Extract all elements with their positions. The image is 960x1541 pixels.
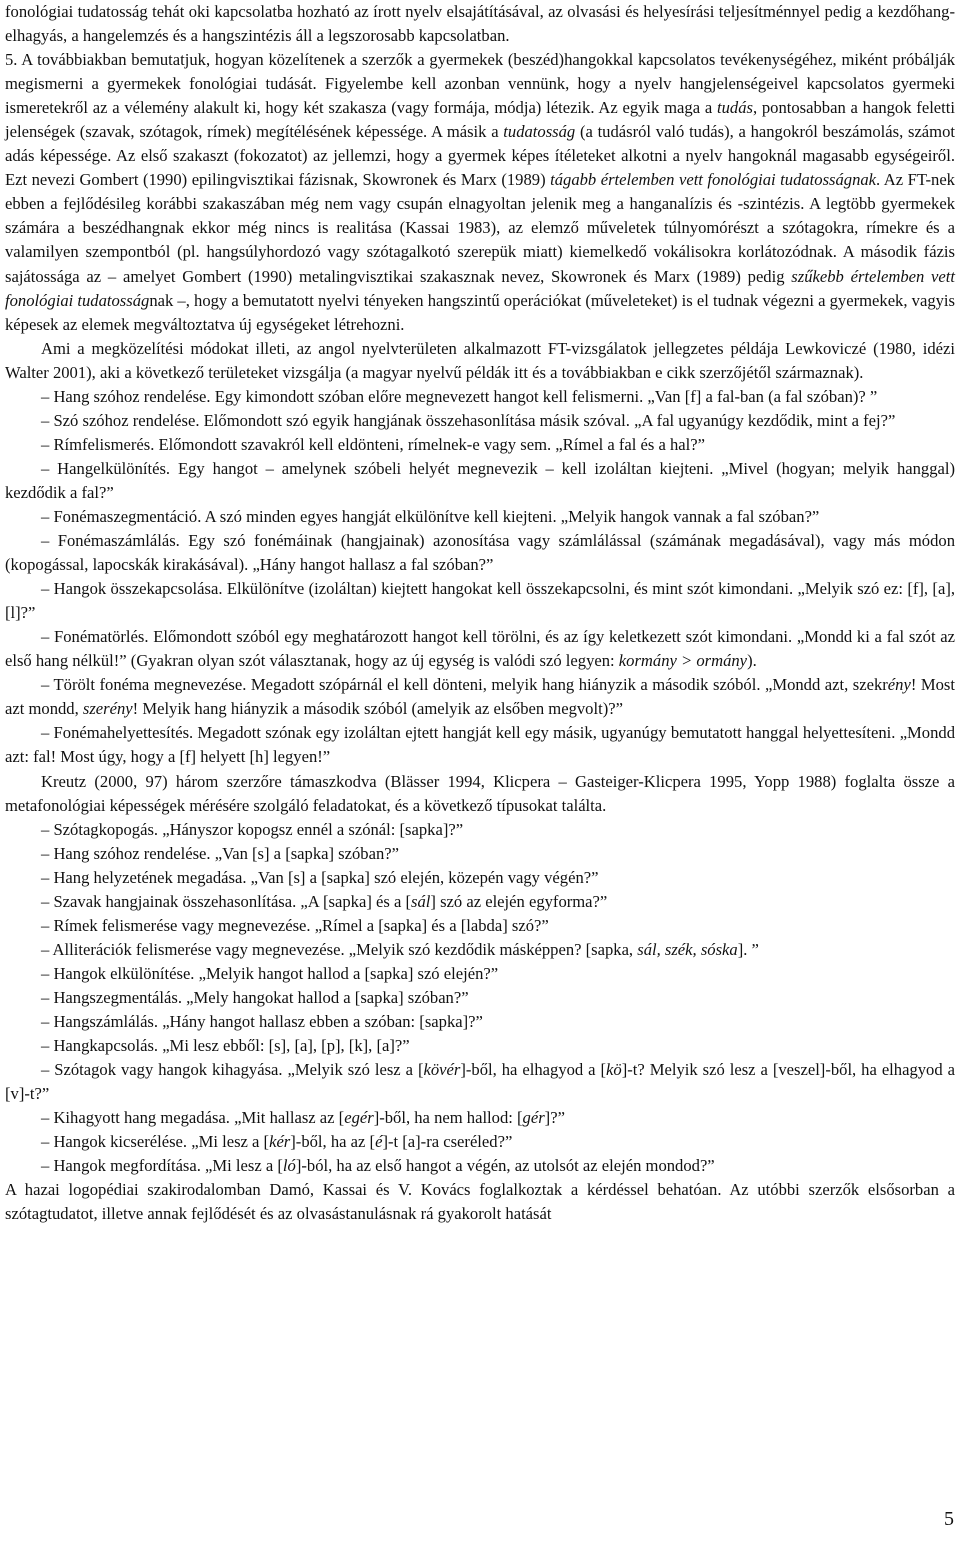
italic-text: tudás [716,98,753,118]
text-segment: – Hangok összekapcsolása. Elkülönítve (izoláltan) kiejtett hangokat kell összekapcsolni, és mint szót kimondani. „Melyik szó ez: [f], [a], [l]?” [5,579,955,623]
text-segment: ]-t? Melyik szó lesz a [veszel]-ből, ha elhagyod a [v]-t?” [5,1060,955,1104]
text-segment: fonológiai tudatosság tehát oki kapcsolatba hozható az írott nyelv elsajátításával, az olvasási és helyesírási teljesítménnyel pedig a kezdőhang-elhagyás, a hangelemzés és a hangszintézis áll a legszorosabb kapcsolatban. [5,2,955,46]
italic-text: tudatosság [503,122,576,142]
paragraph [5,48,955,337]
italic-text: szűkebb értelemben vett fonológiai tudatosság [5,266,956,310]
paragraph [5,890,955,914]
text-segment: ). [747,651,757,671]
text-segment: A hazai logopédiai szakirodalomban Damó, Kassai és V. Kovács foglalkoztak a kérdéssel behatóan. Az utóbbi szerzők elsősorban a szótagtudatot, illetve annak fejlődését és az olvasástanulásnak rá gyakorolt hatását [5,1180,955,1224]
text-segment: – Szótagok vagy hangok kihagyása. „Melyik szó lesz a [ [41,1060,424,1080]
text-segment: – Hang szóhoz rendelése. „Van [s] a [sapka] szóban?” [41,843,399,863]
text-segment: ]-ból, ha az első hangot a végén, az utolsót az elején mondod?” [295,1156,715,1176]
italic-text: kormány > ormány [618,651,748,671]
paragraph [5,529,955,577]
paragraph [5,457,955,505]
text-segment: – Fonémahelyettesítés. Megadott szónak egy izoláltan ejtett hangját kell egy másik, ugyanúgy bemutatott hanggal helyettesíteni. „Mondd azt: fal! Most úgy, hogy a [f] helyett [h] legyen!” [5,723,955,767]
italic-text: ló [282,1156,296,1176]
text-segment: ]-ből, ha nem hallod: [ [373,1108,523,1128]
paragraph [5,938,955,962]
text-segment: – Hangok kicserélése. „Mi lesz a [ [41,1132,270,1152]
paragraph [5,409,955,433]
text-segment: – Alliterációk felismerése vagy megnevezése. „Melyik szó kezdődik másképpen? [sapka, [41,939,638,959]
italic-text: é [375,1132,383,1152]
text-segment: . Az FT-nek ebben a fejlődésileg korábbi szakaszában még nem vagy csupán elnagyoltan jelenik meg a hanganalízis és -szintézis. A legtöbb gyermekek számára a beszédhangnak ekkor még nincs is realitása (Kassai 1983), az elemző műveletek túlnyomórészt a szótagokra, rímekre és a valamilyen szempontból (pl. hangsúlyhordozó vagy szótagalkotó szerepük miatt) kiemelkedő vokálisokra korlátozódnak. A második fázis sajátossága az – amelyet Gombert (1990) metalingvisztikai szakasznak nevez, Skowronek és Marx (1989) pedig [5,170,955,286]
italic-text: gér [522,1108,545,1128]
italic-text: egér [344,1108,374,1128]
text-segment: ]. ” [737,939,759,959]
paragraph [5,1034,955,1058]
paragraph [5,818,955,842]
text-segment: Ami a megközelítési módokat illeti, az angol nyelvterületen alkalmazott FT-vizsgálatok jellegzetes példája Lewkoviczé (1980, idézi Walter 2001), aki a következő területeket vizsgálja (a magyar nyelvű példák itt és a továbbiakban e cikk szerzőjétől származnak). [5,338,955,382]
text-segment: – Törölt fonéma megnevezése. Megadott szópárnál el kell dönteni, melyik hang hiányzik a második szóból. „Mondd azt, szekr [41,675,888,695]
text-segment: – Hang szóhoz rendelése. Egy kimondott szóban előre megnevezett hangot kell felismerni. „Van [f] a fal-ban (a fal szóban)? ” [41,386,878,406]
italic-text: ény [887,675,911,695]
italic-text: kövér [423,1060,461,1080]
text-segment: – Hang helyzetének megadása. „Van [s] a [sapka] szó elején, közepén vagy végén?” [41,867,599,887]
italic-text: tágabb értelemben vett fonológiai tudatosságnak [550,170,877,190]
text-segment: – Hangelkülönítés. Egy hangot – amelynek szóbeli helyét megnevezik – kell izoláltan kiejteni. „Mivel (hogyan; melyik hanggal) kezdődik a fal?” [5,458,955,502]
text-segment: – Szótagkopogás. „Hányszor kopogsz ennél a szónál: [sapka]?” [41,819,464,839]
text-segment: – Rímfelismerés. Előmondott szavakról kell eldönteni, rímelnek-e vagy sem. „Rímel a fal és a hal?” [41,434,706,454]
text-segment: – Hangszegmentálás. „Mely hangokat hallod a [sapka] szóban?” [41,987,469,1007]
text-segment: – Fonémaszegmentáció. A szó minden egyes hangját elkülönítve kell kiejteni. „Melyik hangok vannak a fal szóban?” [41,506,820,526]
paragraph [5,433,955,457]
paragraph [5,914,955,938]
paragraph [5,770,955,818]
paragraph [5,1010,955,1034]
text-segment: 5. A továbbiakban bemutatjuk, hogyan közelítenek a szerzők a gyermekek (beszéd)hangokkal kapcsolatos tevékenységéhez, miként próbálják megismerni a gyermekek fonológiai tudását. Figyelembe kell azonban vennünk, hogy a nyelv hangjelenségeivel kapcsolatos gyermeki ismeretekről az a vélemény alakult ki, hogy két szakasza (vagy formája, módja) létezik. Az egyik maga a [5,50,955,118]
text-segment: – Hangkapcsolás. „Mi lesz ebből: [s], [a], [p], [k], [a]?” [41,1036,410,1056]
text-segment: nak –, hogy a bemutatott nyelvi tényeken hangszintű operációkat (műveleteket) is el tudnak végezni a gyermekek, vagyis képesek az elemek megváltoztatva új egységeket létrehozni. [5,290,955,334]
italic-text: kér [269,1132,291,1152]
paragraph [5,505,955,529]
italic-text: szerény [82,699,133,719]
paragraph [5,673,955,721]
text-segment: – Rímek felismerése vagy megnevezése. „Rímel a [sapka] és a [labda] szó?” [41,915,549,935]
text-segment: – Szó szóhoz rendelése. Előmondott szó egyik hangjának összehasonlítása másik szóval. „A fal ugyanúgy kezdődik, mint a fej?” [41,410,896,430]
paragraph [5,1178,955,1226]
page-number: 5 [944,1508,954,1530]
italic-text: kö [606,1060,622,1080]
text-segment: – Kihagyott hang megadása. „Mit hallasz az [ [41,1108,345,1128]
document-body [5,0,955,1226]
paragraph [5,1106,955,1130]
text-segment: ]-ből, ha elhagyod a [ [460,1060,607,1080]
italic-text: sál, szék, sóska [637,939,738,959]
paragraph [5,385,955,409]
paragraph [5,1154,955,1178]
text-segment: ]-ből, ha az [ [290,1132,376,1152]
paragraph [5,986,955,1010]
text-segment: – Fonémaszámlálás. Egy szó fonémáinak (hangjainak) azonosítása vagy számlálással (számának megadásával), vagy más módon (kopogással, lapocskák kirakásával). „Hány hangot hallasz a fal szóban?” [5,531,955,575]
text-segment: , pontosabban a hangok feletti jelenségek (szavak, szótagok, rímek) megítélésének képessége. A másik a [5,98,956,142]
paragraph [5,337,955,385]
italic-text: sál [411,891,431,911]
text-segment: – Szavak hangjainak összehasonlítása. „A [sapka] és a [ [41,891,412,911]
paragraph [5,866,955,890]
text-segment: ]-t [a]-ra cseréled?” [382,1132,513,1152]
text-segment: – Hangok elkülönítése. „Melyik hangot hallod a [sapka] szó elején?” [41,963,499,983]
paragraph [5,842,955,866]
paragraph [5,1130,955,1154]
text-segment: ! Most azt mondd, [5,675,955,719]
text-segment: ]?” [544,1108,565,1128]
text-segment: – Fonématörlés. Előmondott szóból egy meghatározott hangot kell törölni, és az így keletkezett szót kimondani. „Mondd ki a fal szót az első hang nélkül!” (Gyakran olyan szót választanak, hogy az új egység is valódi szó legyen: [5,627,955,671]
paragraph [5,0,955,48]
paragraph [5,1058,955,1106]
paragraph [5,625,955,673]
text-segment: (a tudásról való tudás), a hangokról beszámolás, számot adás képessége. Az első szakaszt (fokozatot) az jellemzi, hogy a gyermek képes ítéleteket alkotni a nyelv hangoknál magasabb egységeiről. Ezt nevezi Gombert (1990) epilingvisztikai fázisnak, Skowronek és Marx (1989) [5,122,955,190]
text-segment: ! Melyik hang hiányzik a második szóból (amelyik az elsőben megvolt)?” [132,699,623,719]
paragraph [5,962,955,986]
paragraph [5,577,955,625]
text-segment: Kreutz (2000, 97) három szerzőre támaszkodva (Blässer 1994, Klicpera – Gasteiger-Klicpera 1995, Yopp 1988) foglalta össze a metafonológiai képességek mérésére szolgáló feladatokat, és a következő típusokat találta. [5,771,955,815]
text-segment: ] szó az elején egyforma?” [430,891,608,911]
text-segment: – Hangok megfordítása. „Mi lesz a [ [41,1156,283,1176]
text-segment: – Hangszámlálás. „Hány hangot hallasz ebben a szóban: [sapka]?” [41,1011,483,1031]
paragraph [5,721,955,769]
